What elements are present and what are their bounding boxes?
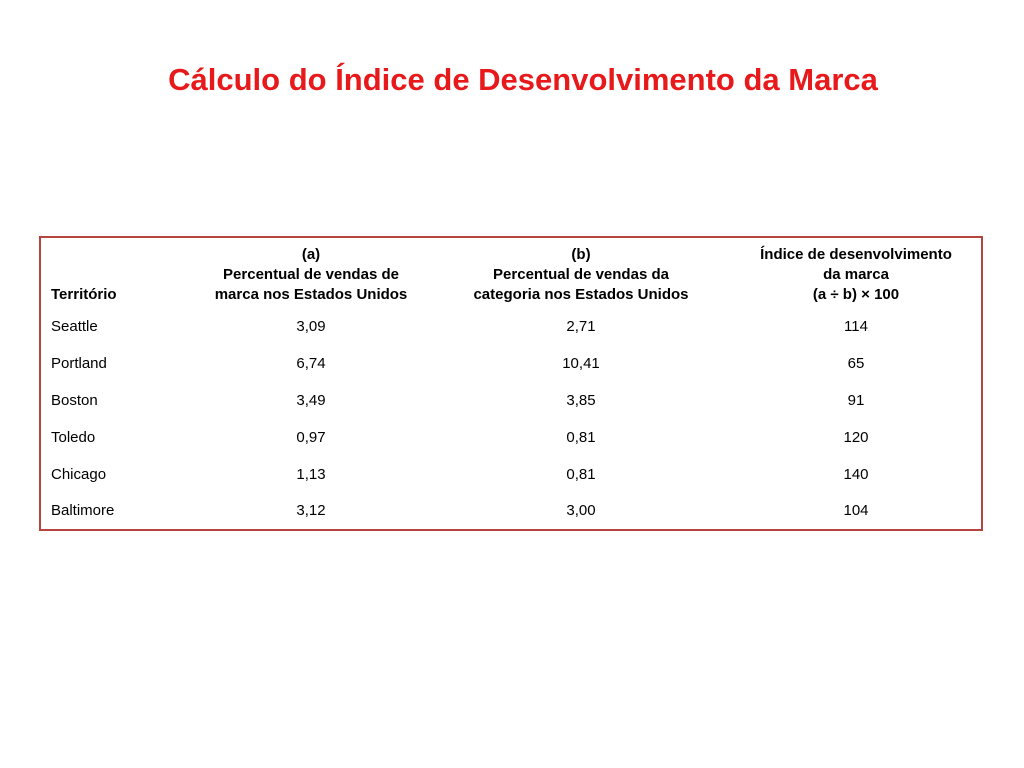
cell-index: 91 xyxy=(847,391,865,409)
header-col-a-letter: (a) xyxy=(301,246,321,263)
cell-territory: Chicago xyxy=(51,465,107,483)
cell-territory: Portland xyxy=(51,355,107,373)
cell-b: 0,81 xyxy=(566,465,596,483)
header-col-a-line2: marca nos Estados Unidos xyxy=(214,286,408,303)
cell-territory: Boston xyxy=(51,391,98,409)
table-row xyxy=(41,346,981,383)
page-title: Cálculo do Índice de Desenvolvimento da Marca xyxy=(168,62,878,97)
header-col-b-line1: Percentual de vendas da xyxy=(493,266,669,283)
cell-index: 140 xyxy=(843,465,869,483)
header-col-index-line3: (a ÷ b) × 100 xyxy=(812,286,900,303)
cell-b: 10,41 xyxy=(562,355,600,373)
header-col-index-line1: Índice de desenvolvimento xyxy=(760,246,952,263)
header-col-b-letter: (b) xyxy=(571,246,591,263)
cell-a: 3,09 xyxy=(296,318,326,336)
header-col-a-line1: Percentual de vendas de xyxy=(223,266,399,283)
cell-index: 120 xyxy=(843,428,869,446)
cell-index: 104 xyxy=(843,502,869,520)
table-row xyxy=(41,419,981,456)
cell-a: 3,49 xyxy=(296,391,326,409)
header-col-index-line2: da marca xyxy=(823,266,889,283)
table-row xyxy=(41,383,981,420)
cell-b: 3,85 xyxy=(566,391,596,409)
cell-b: 0,81 xyxy=(566,428,596,446)
cell-territory: Seattle xyxy=(51,318,98,336)
table-row xyxy=(41,309,981,346)
cell-a: 1,13 xyxy=(296,465,326,483)
header-col-a xyxy=(191,238,431,309)
brand-development-table xyxy=(39,236,983,531)
header-col-b xyxy=(431,238,731,309)
cell-a: 6,74 xyxy=(296,355,326,373)
cell-b: 3,00 xyxy=(566,502,596,520)
cell-territory: Baltimore xyxy=(51,502,115,520)
table-row xyxy=(41,456,981,493)
cell-a: 3,12 xyxy=(296,502,326,520)
table-row xyxy=(41,493,981,530)
cell-territory: Toledo xyxy=(51,428,96,446)
header-col-b-line2: categoria nos Estados Unidos xyxy=(473,286,689,303)
cell-index: 114 xyxy=(844,318,868,336)
data-table xyxy=(41,238,981,530)
header-row xyxy=(41,238,981,309)
header-territory: Território xyxy=(51,286,117,303)
header-col-index xyxy=(731,238,981,309)
cell-b: 2,71 xyxy=(566,318,596,336)
cell-index: 65 xyxy=(847,355,865,373)
cell-a: 0,97 xyxy=(296,428,326,446)
